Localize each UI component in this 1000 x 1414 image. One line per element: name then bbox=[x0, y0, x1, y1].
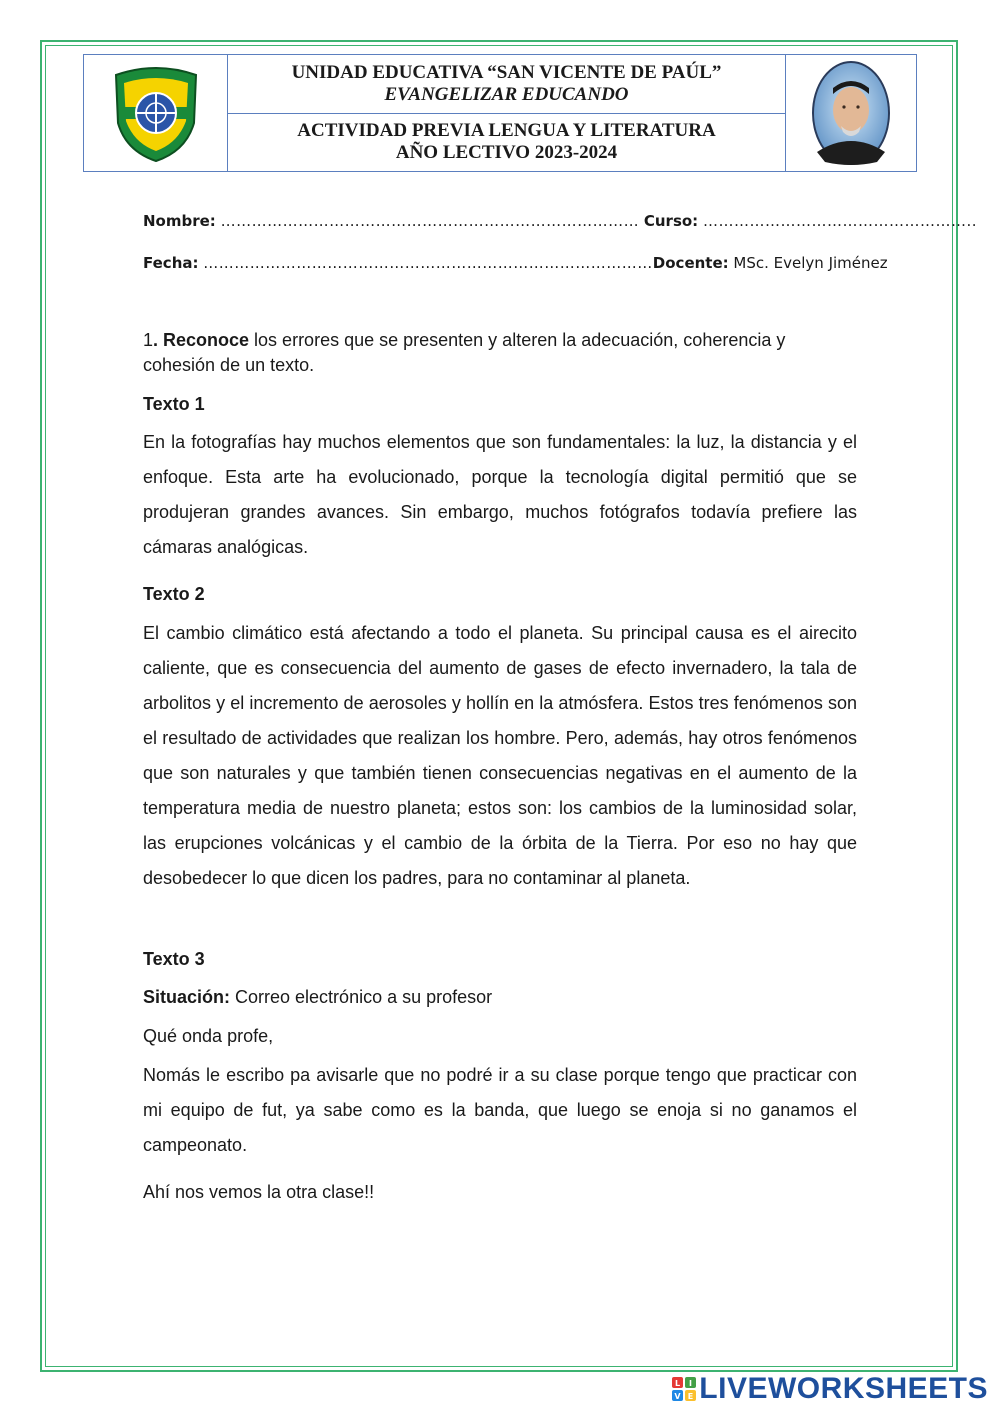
liveworksheets-wordmark: LIVEWORKSHEETS bbox=[699, 1372, 988, 1405]
texto-1-title: Texto 1 bbox=[143, 394, 205, 414]
school-motto: EVANGELIZAR EDUCANDO bbox=[384, 83, 629, 105]
school-logo-cell bbox=[84, 55, 228, 171]
date-teacher-row bbox=[143, 254, 888, 272]
texto-2-body: El cambio climático está afectando a todo el planeta. Su principal causa es el airecito caliente, que es consecuencia del aumento de gases de efecto invernadero, la tala de arbolitos y el incremento de aerosoles y hollín en la atmósfera. Estos tres fenómenos son el resultado de actividades que realizan los hombre. Pero, además, hay otros fenómenos que son naturales y que también tienen consecuencias negativas en el aumento de la temperatura media de nuestro planeta; estos son: los cambios de la luminosidad solar, las erupciones volcánicas y el cambio de la órbita de la Tierra. Por eso no hay que desobedecer lo que dicen los padres, para no contaminar al planeta. bbox=[143, 623, 857, 888]
texto-2-section bbox=[143, 584, 857, 605]
texto-2-body-block bbox=[143, 616, 857, 896]
texto-1-body-block bbox=[143, 425, 857, 565]
school-shield-icon bbox=[106, 63, 206, 163]
situation-text: Correo electrónico a su profesor bbox=[230, 987, 493, 1007]
saint-portrait-icon bbox=[811, 60, 891, 166]
liveworksheets-badge-icon bbox=[672, 1377, 696, 1401]
badge-letter-i: I bbox=[689, 1379, 693, 1388]
name-course-row bbox=[143, 212, 977, 230]
badge-letter-v: V bbox=[674, 1392, 681, 1401]
header-title-cell bbox=[228, 55, 785, 171]
email-body: Nomás le escribo pa avisarle que no podré ir a su clase porque tengo que practicar con mi equipo de fut, ya sabe como es la banda, que luego se enoja si no ganamos el campeonato. bbox=[143, 1065, 857, 1155]
activity-title: ACTIVIDAD PREVIA LENGUA Y LITERATURA bbox=[297, 120, 716, 142]
activity-title-block bbox=[228, 113, 785, 172]
question-1 bbox=[143, 328, 857, 378]
teacher-label: Docente: bbox=[652, 254, 729, 272]
email-closing: Ahí nos vemos la otra clase!! bbox=[143, 1182, 375, 1202]
name-input-line[interactable]: ……………………………………………………………………… bbox=[220, 212, 640, 230]
school-name: UNIDAD EDUCATIVA “SAN VICENTE DE PAÚL” bbox=[291, 61, 722, 83]
portrait-cell bbox=[785, 55, 916, 171]
date-input-line[interactable]: …………………………………………………………………………… bbox=[203, 254, 653, 272]
liveworksheets-logo[interactable] bbox=[672, 1372, 988, 1406]
header-table bbox=[83, 54, 917, 172]
texto-3-body-block bbox=[143, 1058, 857, 1163]
school-year: AÑO LECTIVO 2023-2024 bbox=[395, 142, 618, 164]
badge-letter-e: E bbox=[688, 1392, 694, 1401]
texto-2-title: Texto 2 bbox=[143, 584, 205, 604]
question-instruction: los errores que se presenten y alteren la adecuación, coherencia y cohesión de un texto. bbox=[143, 330, 786, 375]
texto-3-greeting-block bbox=[143, 1026, 857, 1047]
badge-letter-l: L bbox=[675, 1379, 681, 1388]
question-1-text bbox=[143, 328, 857, 378]
school-title-block bbox=[228, 55, 785, 113]
texto-1-section bbox=[143, 394, 857, 415]
name-label: Nombre: bbox=[143, 212, 216, 230]
course-input-line[interactable]: …………………………………………….. bbox=[702, 212, 978, 230]
situation-label: Situación: bbox=[143, 987, 231, 1007]
date-label: Fecha: bbox=[143, 254, 199, 272]
texto-3-situation bbox=[143, 987, 857, 1008]
teacher-name: MSc. Evelyn Jiménez bbox=[733, 254, 888, 272]
email-greeting: Qué onda profe, bbox=[143, 1026, 274, 1046]
texto-3-section bbox=[143, 949, 857, 970]
texto-3-closing-block bbox=[143, 1182, 857, 1203]
question-number: 1 bbox=[143, 330, 154, 350]
texto-3-title: Texto 3 bbox=[143, 949, 205, 969]
situation-line bbox=[143, 987, 857, 1008]
course-label: Curso: bbox=[643, 212, 699, 230]
texto-1-body: En la fotografías hay muchos elementos que son fundamentales: la luz, la distancia y el enfoque. Esta arte ha evolucionado, porque la tecnología digital permitió que se produjeran grandes avances. Sin embargo, muchos fotógrafos todavía prefiere las cámaras analógicas. bbox=[143, 432, 857, 557]
question-verb: . Reconoce bbox=[153, 330, 250, 350]
